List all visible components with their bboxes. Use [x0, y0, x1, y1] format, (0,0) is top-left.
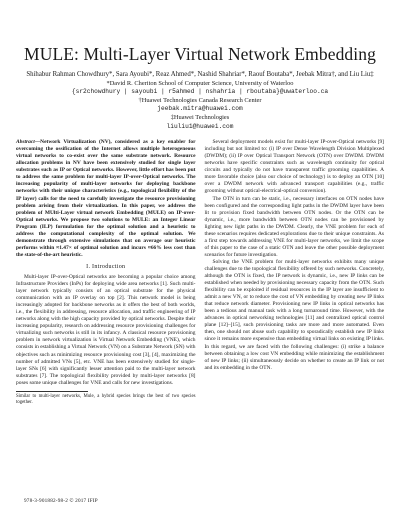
affiliation-huawei-canada: †Huawei Technologies Canada Research Center — [138, 96, 262, 104]
paragraph-static-otn: The OTN in turn can be static, i.e., necessary interfaces on OTN nodes have been configured and the corresponding light paths in the DWDM layer have been lit to provision fixed bandwidth between OTN nodes. Or the OTN can be dynamic, i.e., more bandwidth between OTN nodes can be provisioned by lighting new light paths in the DWDM. Clearly, the VNE problem for each of these scenarios requires dedicated explorations due to their unique constraints. As a first step towards addressing VNE for multi-layer networks, we limit the scope of this paper to the case of a static OTN and leave the other possible deployment scenarios for future investigation. — [204, 195, 384, 258]
abstract-text: —Network Virtualization (NV), considered as a key enabler for overcoming the ossification of the Internet allows multiple heterogeneous virtual networks to co-exist over the same substrate network. Resource allocation problems in NV have been extensively studied for single layer substrates such as IP or Optical networks. However, little effort has been put to address the same problem for multi-layer IP-over-Optical networks. The increasing popularity of multi-layer networks for deploying backbone networks with their unique characteristics (e.g., topological flexibility of the IP layer) calls for the need to carefully investigate the resource provisioning problem arising from their virtualization. In this paper, we address the problem of MUlti-Layer virtual network Embedding (MULE) on IP-over-Optical networks. We propose two solutions to MULE: an Integer Linear Program (ILP) formulation for the optimal solution and a heuristic to address the computational complexity of the optimal solution. We demonstrate through extensive simulations that on average our heuristic performs within ≈1.47× of optimal solution and incurs ≈66% less cost than the state-of-the-art heuristic. — [16, 139, 196, 258]
left-column — [16, 139, 196, 406]
right-column — [205, 139, 385, 406]
email-huawei: liuliu1@huawei.com — [166, 122, 234, 130]
email-huawei-canada: jeebak.mitra@huawei.com — [157, 105, 243, 113]
section-heading-introduction: I. Introduction — [86, 263, 126, 270]
introduction-paragraph: Multi-layer IP-over-Optical networks are becoming a popular choice among Infrastructure Providers (InPs) for deploying wide area networks [1]. Such multi-layer network typically consists of an optical substrate for the physical communication with an IP overlay on top [2]. This network model is being increasingly adopted for backbone networks as it offers the best of both worlds, i.e., the flexibility in addressing, resource allocation, and traffic engineering of IP networks along with the high capacity provided by optical networks. Despite their increasing popularity, research on addressing resource provisioning challenges for virtualizing such networks is still in its infancy. A classical resource provisioning problem in network virtualization is Virtual Network Embedding (VNE), which consists in establishing a Virtual Network (VN) on a Substrate Network (SN) with objectives such as minimizing resource provisioning cost [3], [4], maximizing the number of admitted VNs [5], etc. VNE has been extensively studied for single-layer SNs [6] with significantly lesser attention paid to the multi-layer network substrates [7]. The topological flexibility provided by multi-layer networks [8] poses some unique challenges for VNE and calls for new investigations. — [16, 274, 196, 386]
affiliation-huawei: ‡Huawei Technologies — [170, 113, 230, 121]
abstract-label: Abstract — [16, 139, 35, 146]
footnote-divider — [16, 391, 88, 392]
copyright-notice: 978-3-901882-98-2 © 2017 IFIP — [24, 498, 98, 504]
paragraph-challenges: Solving the VNE problem for multi-layer networks exhibits many unique challenges due to the topological flexibility offered by such networks. Concretely, although the OTN is fixed, the IP network is dynamic, i.e., new IP links can be established when needed by provisioning necessary capacity from the OTN. Such flexibility can be exploited if residual resources in the IP layer are insufficient to admit a new VN, or to reduce the cost of VN embedding by creating new IP links that reduce network diameter. Provisioning new IP links in optical networks has been a tedious and manual task with a long turnaround time. However, with the advances in optical networking technologies [11] and centralized optical control plane [12]–[15], such provisioning tasks are more and more automated. Even then, one should not abuse such capability to sporadically establish new IP links since it remains more expensive than embedding virtual links on existing IP links. In this regard, we are faced with the following challenges: (i) strike a balance between obtaining a low cost VN embedding while minimizing the establishment of new IP links; (ii) simultaneously decide on whether to create an IP link or not and its embedding in the OTN. — [204, 258, 384, 371]
author-block — [16, 71, 384, 131]
paragraph-deployment-models: Several deployment models exist for multi-layer IP-over-Optical networks [9] including but not limited to: (i) IP over Dense Wavelength Division Multiplexed (DWDM); (ii) IP over Optical Transport Network (OTN) over DWDM. DWDM networks have specific constraints such as wavelength continuity for optical circuits and typically do not have transparent traffic grooming capabilities. A more favorable choice (also our choice of technology) is to deploy an OTN [10] over a DWDM network with advanced transport capabilities (e.g., traffic grooming without optical-electrical-optical conversion). — [204, 139, 384, 195]
footnote: Similar to multi-layer networks, Mule, a hybrid species brings the best of two species together. — [16, 393, 196, 405]
author-names: Shihabur Rahman Chowdhury*, Sara Ayoubi*, Reaz Ahmed*, Nashid Shahriar*, Raouf Boutaba*, Jeebak Mitra†, and Liu Liu‡ — [26, 71, 374, 78]
affiliation-waterloo: *David R. Cheriton School of Computer Science, University of Waterloo — [106, 79, 294, 87]
email-waterloo: {sr2chowdhury | sayoubi | r5ahmed | nshahria | rboutaba}@uwaterloo.ca — [71, 88, 329, 96]
paper-title: MULE: Multi-Layer Virtual Network Embedding — [24, 44, 376, 64]
abstract — [16, 139, 196, 259]
two-column-body — [16, 139, 384, 406]
